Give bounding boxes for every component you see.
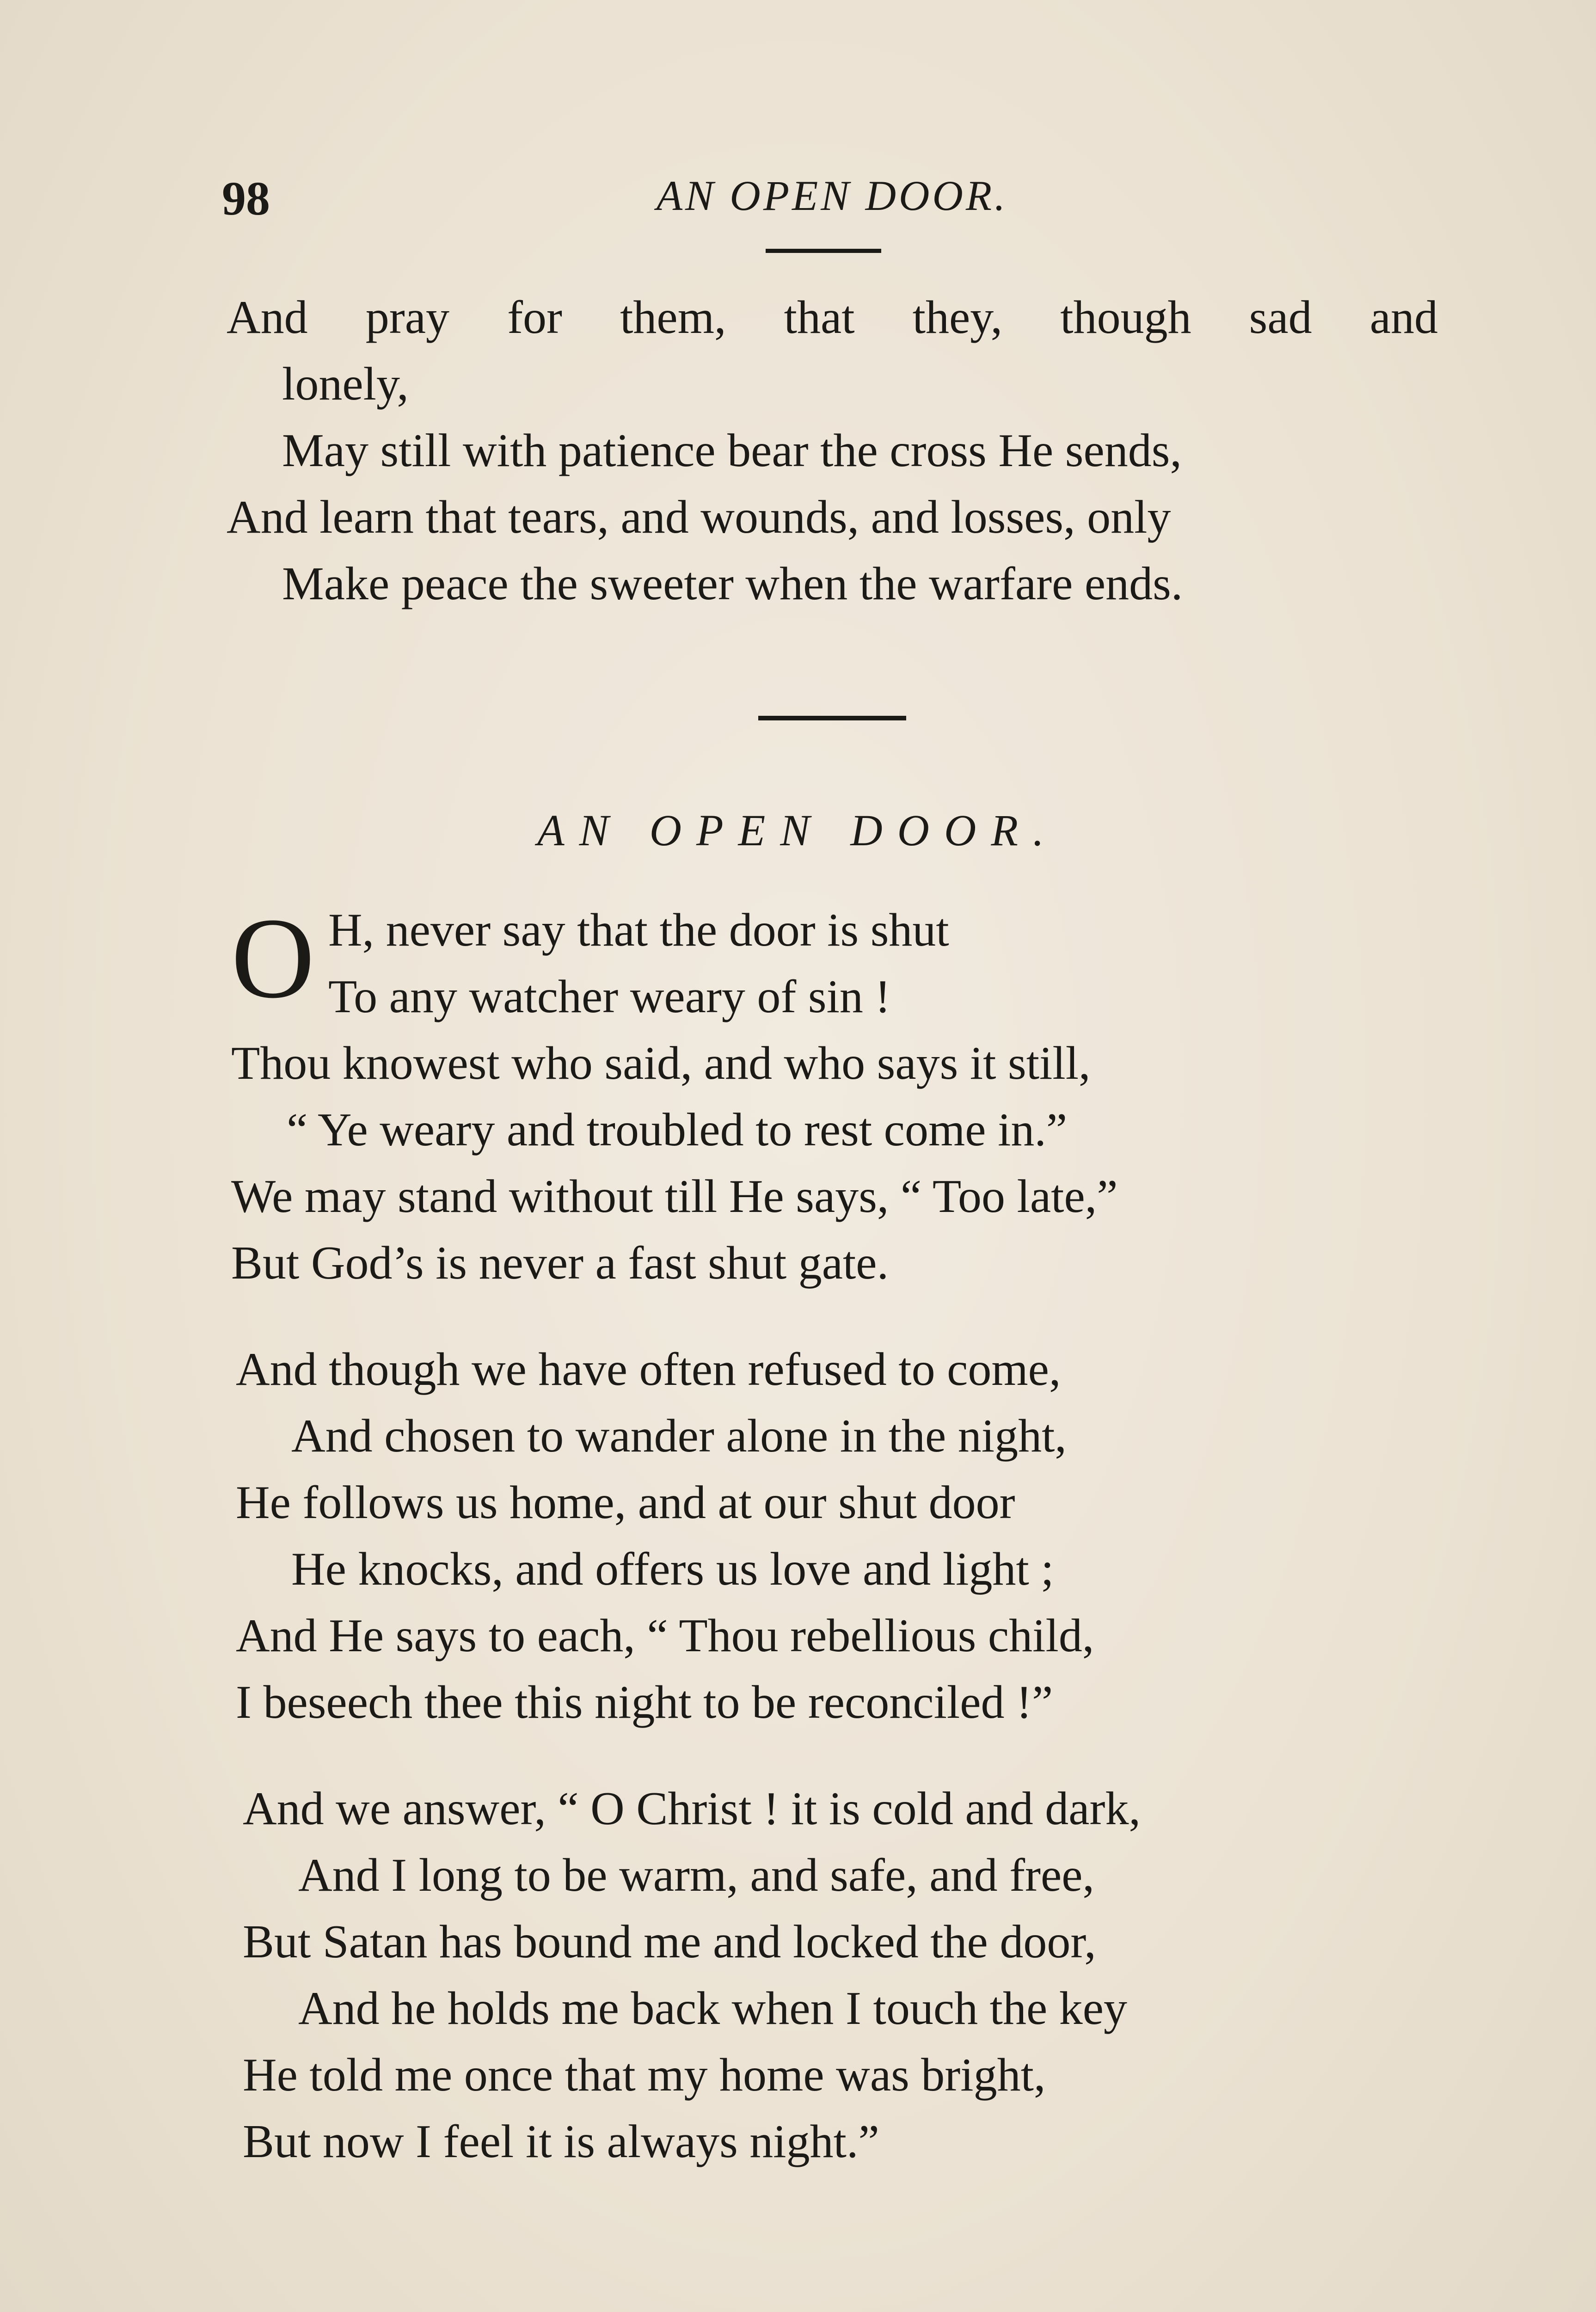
poem-line: To any watcher weary of sin ! [328, 971, 891, 1023]
stanza-2 [236, 1336, 1447, 1736]
poem-line: But God’s is never a fast shut gate. [231, 1237, 889, 1289]
poem-line: And we answer, “ O Christ ! it is cold and dark, [243, 1783, 1141, 1835]
stanza-1 [231, 894, 1443, 1297]
poem-line: And learn that tears, and wounds, and losses, only [227, 491, 1171, 543]
page-header [222, 171, 1443, 236]
poem-line: H, never say that the door is shut [328, 904, 949, 956]
poem-line: I beseech thee this night to be reconciled !” [236, 1676, 1053, 1728]
first-line [231, 894, 1443, 1030]
drop-cap: O [231, 894, 315, 1022]
poem-line: He knocks, and offers us love and light ; [291, 1543, 1054, 1595]
poem-line: May still with patience bear the cross He sends, [282, 424, 1182, 477]
poem-line: Thou knowest who said, and who says it still, [231, 1037, 1091, 1089]
poem-line: “ Ye weary and troubled to rest come in.” [287, 1104, 1068, 1156]
poem-line: But now I feel it is always night.” [243, 2115, 879, 2168]
poem-line: And chosen to wander alone in the night, [291, 1410, 1067, 1462]
running-head: AN OPEN DOOR. [656, 172, 1008, 219]
header-rule [766, 249, 881, 253]
poem-line: And He says to each, “ Thou rebellious child, [236, 1610, 1094, 1662]
stanza-3 [243, 1776, 1454, 2175]
poem-line: He follows us home, and at our shut door [236, 1476, 1015, 1529]
poem-line: He told me once that my home was bright, [243, 2049, 1046, 2101]
poem-line: lonely, [282, 358, 409, 410]
poem-line: And I long to be warm, and safe, and free, [298, 1849, 1095, 1901]
poem-line: We may stand without till He says, “ Too late,” [231, 1170, 1118, 1223]
poem-line: But Satan has bound me and locked the door, [243, 1916, 1096, 1968]
poem-line: And though we have often refused to come, [236, 1343, 1061, 1396]
previous-poem-ending [227, 284, 1438, 617]
poem-line: Make peace the sweeter when the warfare ends. [282, 558, 1183, 610]
poem-line: And he holds me back when I touch the key [298, 1982, 1128, 2035]
section-divider [758, 716, 906, 720]
page-number: 98 [222, 172, 270, 225]
poem-line: And pray for them, that they, though sad and [227, 291, 1438, 344]
poem-title: AN OPEN DOOR. [537, 806, 1059, 855]
